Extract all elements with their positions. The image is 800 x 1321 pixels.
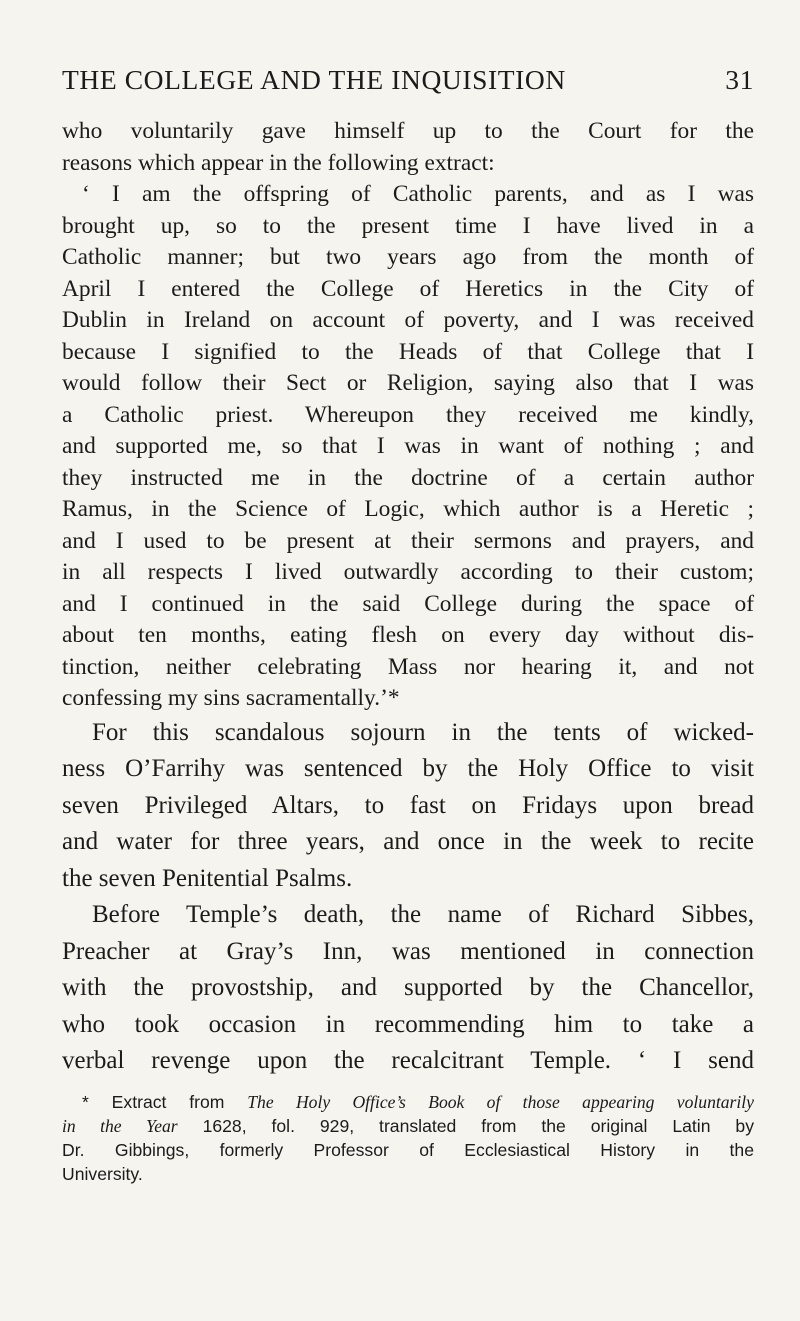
footnote <box>62 1090 754 1186</box>
running-head <box>62 62 754 102</box>
text-line: tinction, neither celebrating Mass nor hearing it, and not <box>62 653 754 680</box>
text-line: For this scandalous sojourn in the tents of wicked- <box>92 718 754 746</box>
quoted-extract <box>62 179 754 715</box>
text-line: ness O’Farrihy was sentenced by the Holy Office to visit <box>62 755 754 782</box>
text-line: brought up, so to the present time I have lived in a <box>62 212 754 239</box>
paragraph-continuation <box>62 116 754 179</box>
running-head-title: THE COLLEGE AND THE INQUISITION <box>62 64 566 95</box>
paragraph-sentence <box>62 715 754 898</box>
text-line: a Catholic priest. Whereupon they received me kindly, <box>62 401 754 428</box>
text-line: ‘ I am the offspring of Catholic parents, and as I was <box>82 181 754 207</box>
text-line: Dublin in Ireland on account of poverty, and I was received <box>62 307 754 333</box>
text-line: verbal revenge upon the recalcitrant Temple. ‘ I send <box>62 1047 754 1074</box>
text-line: Catholic manner; but two years ago from the month of <box>62 244 754 270</box>
text-line: April I entered the College of Heretics in the City of <box>62 275 754 302</box>
text-line: who took occasion in recommending him to take a <box>62 1010 754 1038</box>
footnote-source-title: The Holy Office’s Book of those appearing voluntarily <box>247 1091 754 1112</box>
text-line: with the provostship, and supported by the Chancellor, <box>62 974 754 1001</box>
text-line: and supported me, so that I was in want of nothing ; and <box>62 433 754 459</box>
footnote-line <box>62 1114 754 1138</box>
footnote-italic-year: in the Year <box>62 1115 178 1136</box>
text-line: Ramus, in the Science of Logic, which author is a Heretic ; <box>62 496 754 522</box>
text-line: the seven Penitential Psalms. <box>62 864 353 892</box>
footnote-prefix: Extract from <box>88 1091 248 1112</box>
footnote-line-rest: 1628, fol. 929, translated from the original Latin by <box>177 1115 754 1136</box>
text-line: and water for three years, and once in the week to recite <box>62 828 754 855</box>
text-line: seven Privileged Altars, to fast on Fridays upon bread <box>62 791 754 819</box>
text-line: would follow their Sect or Religion, saying also that I was <box>62 370 754 396</box>
page-content <box>62 62 754 1186</box>
text-line: who voluntarily gave himself up to the Court for the <box>62 118 754 144</box>
text-line: and I continued in the said College during the space of <box>62 590 754 617</box>
footnote-line: Dr. Gibbings, formerly Professor of Ecclesiastical History in the <box>62 1139 754 1160</box>
text-line: Preacher at Gray’s Inn, was mentioned in connection <box>62 937 754 965</box>
paragraph-provostship <box>62 897 754 1080</box>
text-line: reasons which appear in the following extract: <box>62 149 495 176</box>
text-line: in all respects I lived outwardly according to their custom; <box>62 559 754 585</box>
text-line: because I signified to the Heads of that College that I <box>62 338 754 365</box>
page-number: 31 <box>725 64 754 95</box>
footnote-marker: * <box>82 1091 89 1112</box>
text-line: confessing my sins sacramentally.’* <box>62 685 400 711</box>
footnote-line <box>62 1090 754 1114</box>
text-line: and I used to be present at their sermons and prayers, and <box>62 527 754 554</box>
footnote-line: University. <box>62 1163 143 1184</box>
text-line: they instructed me in the doctrine of a certain author <box>62 464 754 491</box>
text-line: Before Temple’s death, the name of Richard Sibbes, <box>92 901 754 928</box>
text-line: about ten months, eating flesh on every day without dis- <box>62 622 754 648</box>
